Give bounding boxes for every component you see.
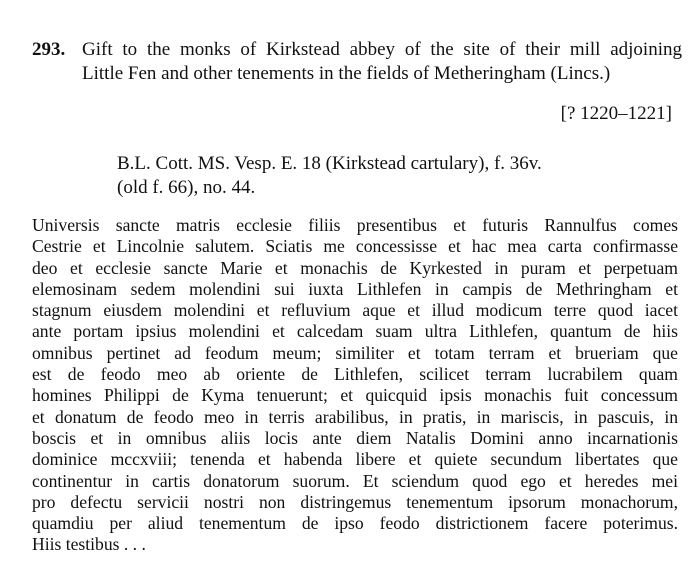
charter-line: Hiis testibus . . . <box>32 534 146 555</box>
entry-title <box>82 38 682 86</box>
charter-line: et donatum de feodo meo in terris arabilibus, in pratis, in mariscis, in pascuis, in <box>32 406 678 427</box>
charter-line: ante portam ipsius molendini et calcedam suam ultra Lithlefen, quantum de hiis <box>32 321 678 342</box>
charter-line: continentur in cartis donatorum suorum. Et sciendum quod ego et heredes mei <box>32 470 678 491</box>
charter-line: homines Philippi de Kyma tenuerunt; et quicquid ipsis monachis fuit concessum <box>32 385 678 406</box>
charter-line: quamdiu per aliud tenementum de ipso feodo districtionem facere poterimus. <box>32 513 678 534</box>
charter-line: pro defectu servicii nostri non distringemus tenementum ipsorum monachorum, <box>32 491 678 512</box>
charter-line: Universis sancte matris ecclesie filiis presentibus et futuris Rannulfus comes <box>32 215 678 235</box>
entry-number: 293. <box>32 39 66 60</box>
charter-line: elemosinam sedem molendini sui iuxta Lithlefen in campis de Methringham et <box>32 278 678 299</box>
charter-line: deo et ecclesie sancte Marie et monachis de Kyrkested in puram et perpetuam <box>32 257 678 278</box>
charter-line: est de feodo meo ab oriente de Lithlefen, scilicet terram lucrabilem quam <box>32 364 678 385</box>
entry-title-line: Little Fen and other tenements in the fields of Metheringham (Lincs.) <box>82 63 611 84</box>
charter-text <box>32 215 678 556</box>
charter-line: Cestrie et Lincolnie salutem. Sciatis me concessisse et hac mea carta confirmasse <box>32 236 678 257</box>
entry-title-line: Gift to the monks of Kirkstead abbey of the site of their mill adjoining <box>82 39 682 60</box>
source-line: (old f. 66), no. 44. <box>117 177 256 198</box>
charter-line: stagnum eiusdem molendini et refluvium aque et illud modicum terre quod iacet <box>32 300 678 321</box>
entry-date: [? 1220–1221] <box>560 103 672 124</box>
source-line: B.L. Cott. MS. Vesp. E. 18 (Kirkstead cartulary), f. 36v. <box>117 153 542 174</box>
charter-line: dominice mccxviii; tenenda et habenda libere et quiete secundum libertates que <box>32 449 678 470</box>
source-reference <box>117 152 677 200</box>
charter-line: omnibus pertinet ad feodum meum; similiter et totam terram et brueriam que <box>32 342 678 363</box>
charter-line: boscis et in omnibus aliis locis ante diem Natalis Domini anno incarnationis <box>32 427 678 448</box>
